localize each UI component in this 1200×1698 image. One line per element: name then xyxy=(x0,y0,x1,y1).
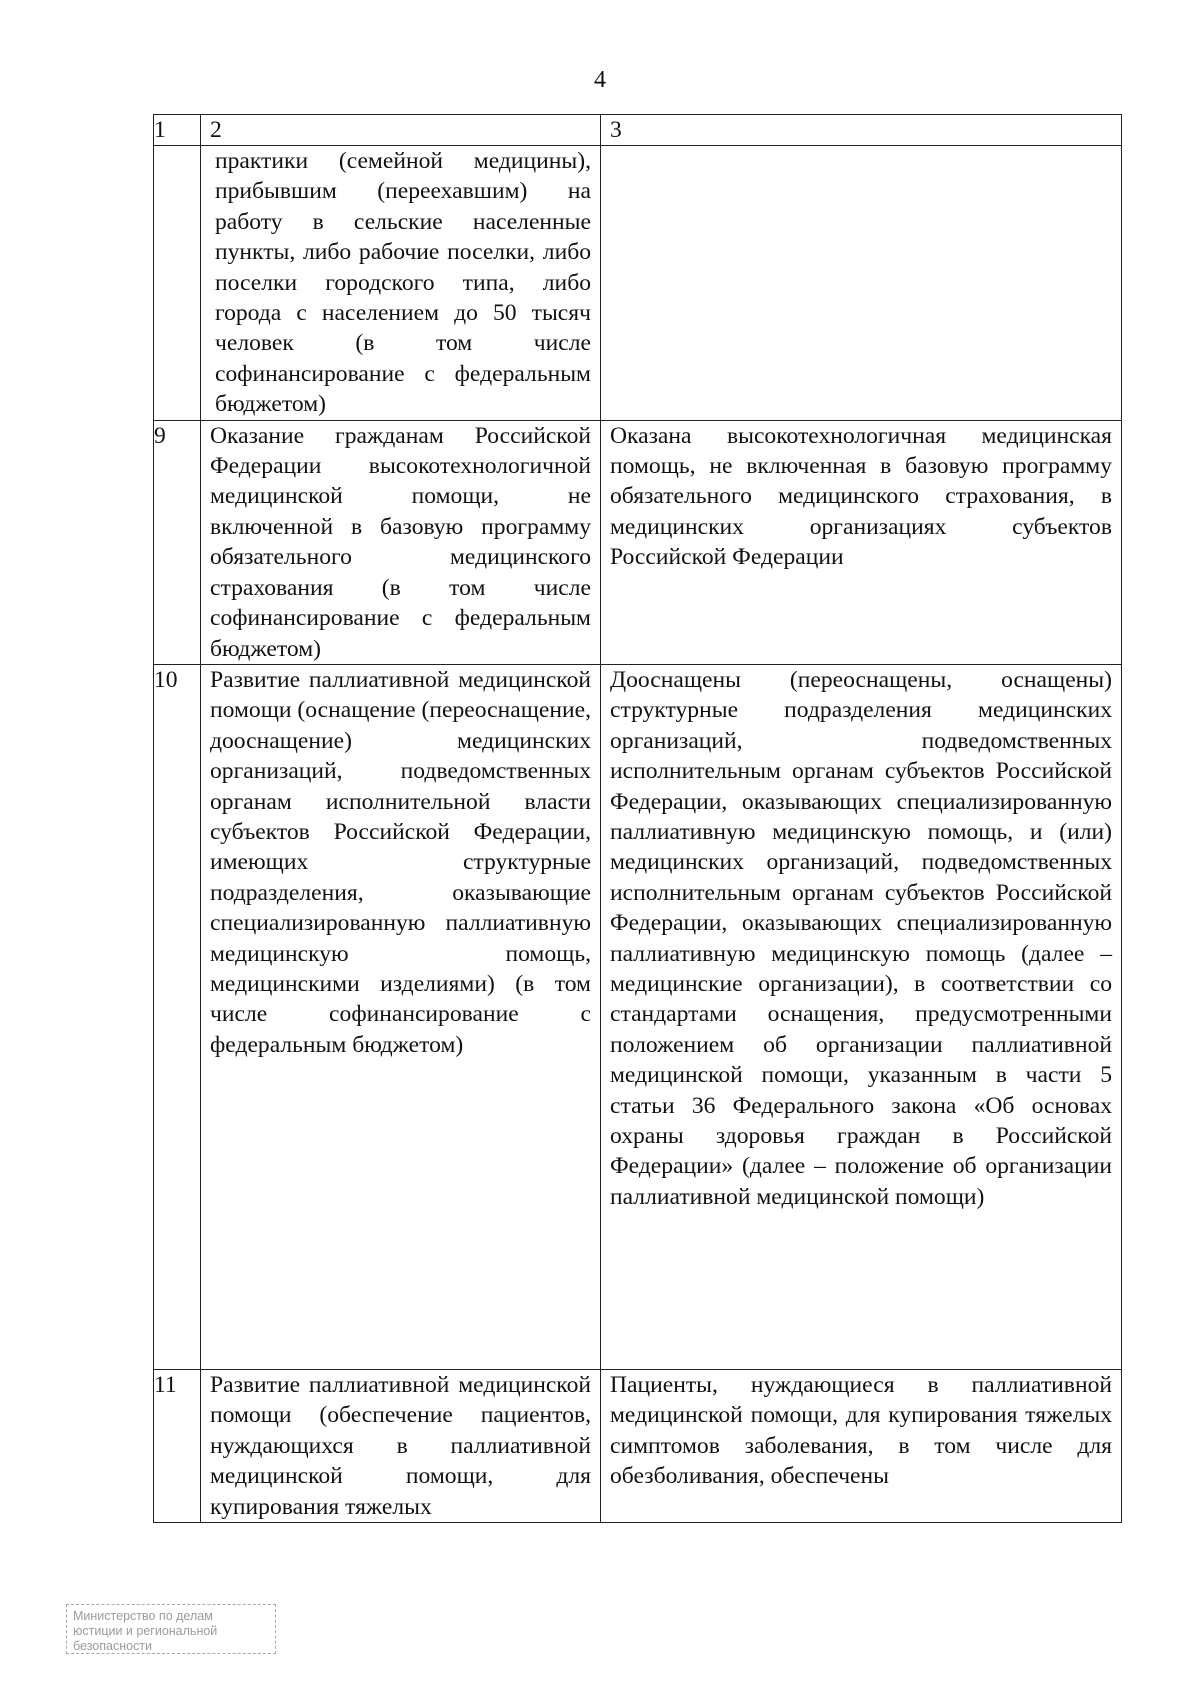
event-description: Оказание гражданам Российской Федерации высокотехнологичной медицинской помощи, не включенной в базовую программу обязательного медицинского страхования (в том числе софинансирование с федеральным бюджетом) xyxy=(201,420,601,664)
result-description: Пациенты, нуждающиеся в паллиативной медицинской помощи, для купирования тяжелых симптомов заболевания, в том числе для обезболивания, обеспечены xyxy=(601,1369,1122,1522)
table-row xyxy=(154,664,1122,1369)
column-header-2: 2 xyxy=(201,115,601,146)
result-description xyxy=(601,146,1122,421)
row-number: 10 xyxy=(154,664,201,1369)
table-row xyxy=(154,420,1122,664)
stamp-line-1: Министерство по делам xyxy=(73,1609,213,1623)
program-table xyxy=(153,114,1122,1523)
table-row xyxy=(154,1369,1122,1522)
row-number: 11 xyxy=(154,1369,201,1522)
row-number xyxy=(154,146,201,421)
page-number: 4 xyxy=(594,67,606,93)
event-description: Развитие паллиативной медицинской помощи (оснащение (переоснащение, дооснащение) медицинских организаций, подведомственных органам исполнительной власти субъектов Российской Федерации, имеющих структурные подразделения, оказывающие специализированную паллиативную медицинскую помощь, медицинскими изделиями) (в том числе софинансирование с федеральным бюджетом) xyxy=(201,664,601,1369)
column-header-1: 1 xyxy=(154,115,201,146)
event-description: Развитие паллиативной медицинской помощи (обеспечение пациентов, нуждающихся в паллиативной медицинской помощи, для купирования тяжелых xyxy=(201,1369,601,1522)
table-row xyxy=(154,146,1122,421)
event-description: практики (семейной медицины), прибывшим (переехавшим) на работу в сельские населенные пункты, либо рабочие поселки, либо поселки городского типа, либо города с населением до 50 тысяч человек (в том числе софинансирование с федеральным бюджетом) xyxy=(201,146,601,421)
registration-stamp xyxy=(66,1604,276,1654)
stamp-line-3: безопасности xyxy=(73,1639,153,1653)
result-description: Оказана высокотехнологичная медицинская помощь, не включенная в базовую программу обязательного медицинского страхования, в медицинских организациях субъектов Российской Федерации xyxy=(601,420,1122,664)
result-description: Дооснащены (переоснащены, оснащены) структурные подразделения медицинских организаций, подведомственных исполнительным органам субъектов Российской Федерации, оказывающих специализированную паллиативную медицинскую помощь, и (или) медицинских организаций, подведомственных исполнительным органам субъектов Российской Федерации, оказывающих специализированную паллиативную медицинскую помощь (далее – медицинские организации), в соответствии со стандартами оснащения, предусмотренными положением об организации паллиативной медицинской помощи, указанным в части 5 статьи 36 Федерального закона «Об основах охраны здоровья граждан в Российской Федерации» (далее – положение об организации паллиативной медицинской помощи) xyxy=(601,664,1122,1369)
stamp-line-2: юстиции и региональной xyxy=(73,1624,218,1638)
column-header-3: 3 xyxy=(601,115,1122,146)
row-number: 9 xyxy=(154,420,201,664)
table-header-row xyxy=(154,115,1122,146)
